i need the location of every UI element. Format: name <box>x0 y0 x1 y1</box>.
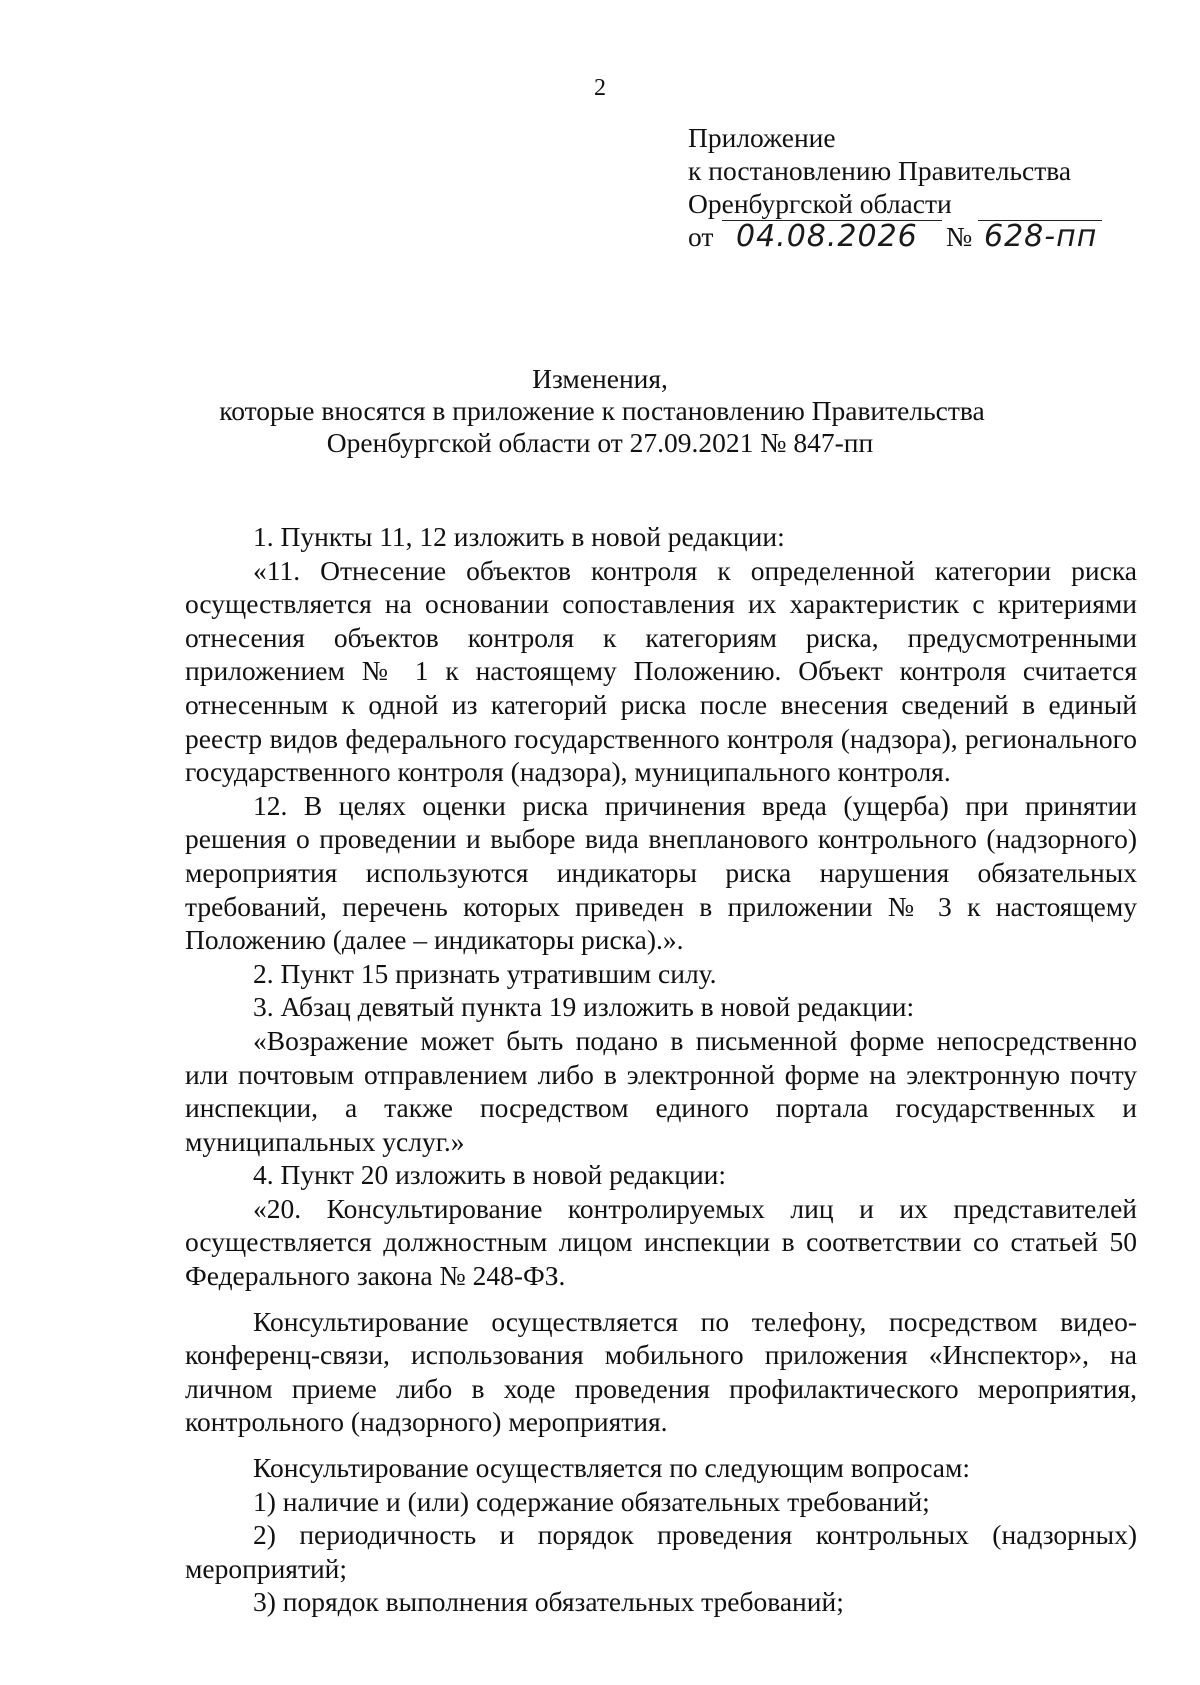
paragraph: Консультирование осуществляется по телефону, посредством видео-конференц-связи, использования мобильного приложения «Инспектор», на личном приеме либо в ходе проведения профилактического мероприятия, контрольного (надзорного) мероприятия. <box>185 1305 1137 1438</box>
title-line-1: Изменения, <box>532 363 668 394</box>
appendix-line-1: Приложение <box>688 122 836 153</box>
paragraph: 4. Пункт 20 изложить в новой редакции: <box>253 1159 727 1191</box>
appendix-line-2: к постановлению Правительства <box>688 155 1072 186</box>
title-line-3: Оренбургской области от 27.09.2021 № 847-пп <box>326 427 874 458</box>
paragraph: 1) наличие и (или) содержание обязательных требований; <box>253 1485 930 1517</box>
appendix-reference-line <box>688 219 1098 260</box>
paragraph: 3) порядок выполнения обязательных требований; <box>253 1586 844 1618</box>
number-label: № <box>946 221 973 252</box>
document-title <box>0 363 1200 459</box>
paragraph: 3. Абзац девятый пункта 19 изложить в новой редакции: <box>253 991 915 1023</box>
appendix-line-3: Оренбургской области <box>688 188 952 219</box>
document-body <box>185 520 1137 1619</box>
paragraph: Консультирование осуществляется по следующим вопросам: <box>253 1452 971 1484</box>
paragraph: «Возражение может быть подано в письменной форме непосредственно или почтовым отправлением либо в электронной форме на электронную почту инспекции, а также посредством единого портала государственных и муниципальных услуг.» <box>185 1024 1137 1157</box>
paragraph: «11. Отнесение объектов контроля к определенной категории риска осуществляется на основании сопоставления их характеристик с критериями отнесения объектов контроля к категориям риска, предусмотренными приложением № 1 к настоящему Положению. Объект контроля считается отнесенным к одной из категорий риска после внесения сведений в единый реестр видов федерального государственного контроля (надзора), регионального государственного контроля (надзора), муниципального контроля. <box>185 554 1137 788</box>
paragraph: 1. Пункты 11, 12 изложить в новой редакции: <box>253 521 785 552</box>
handwritten-number: 628-пп <box>984 219 1098 254</box>
page-number: 2 <box>594 75 606 101</box>
from-label: от <box>688 221 714 252</box>
paragraph: 2) периодичность и порядок проведения контрольных (надзорных) мероприятий; <box>185 1519 1137 1584</box>
title-line-2: которые вносятся в приложение к постановлению Правительства <box>219 395 985 426</box>
appendix-header <box>688 121 1098 260</box>
paragraph: 2. Пункт 15 признать утратившим силу. <box>253 957 717 989</box>
paragraph: «20. Консультирование контролируемых лиц и их представителей осуществляется должностным лицом инспекции в соответствии со статьей 50 Федерального закона № 248-ФЗ. <box>185 1192 1137 1292</box>
paragraph: 12. В целях оценки риска причинения вреда (ущерба) при принятии решения о проведении и выборе вида внепланового контрольного (надзорного) мероприятия используются индикаторы риска нарушения обязательных требований, перечень которых приведен в приложении № 3 к настоящему Положению (далее – индикаторы риска).». <box>185 789 1137 956</box>
handwritten-date: 04.08.2026 <box>736 219 918 254</box>
